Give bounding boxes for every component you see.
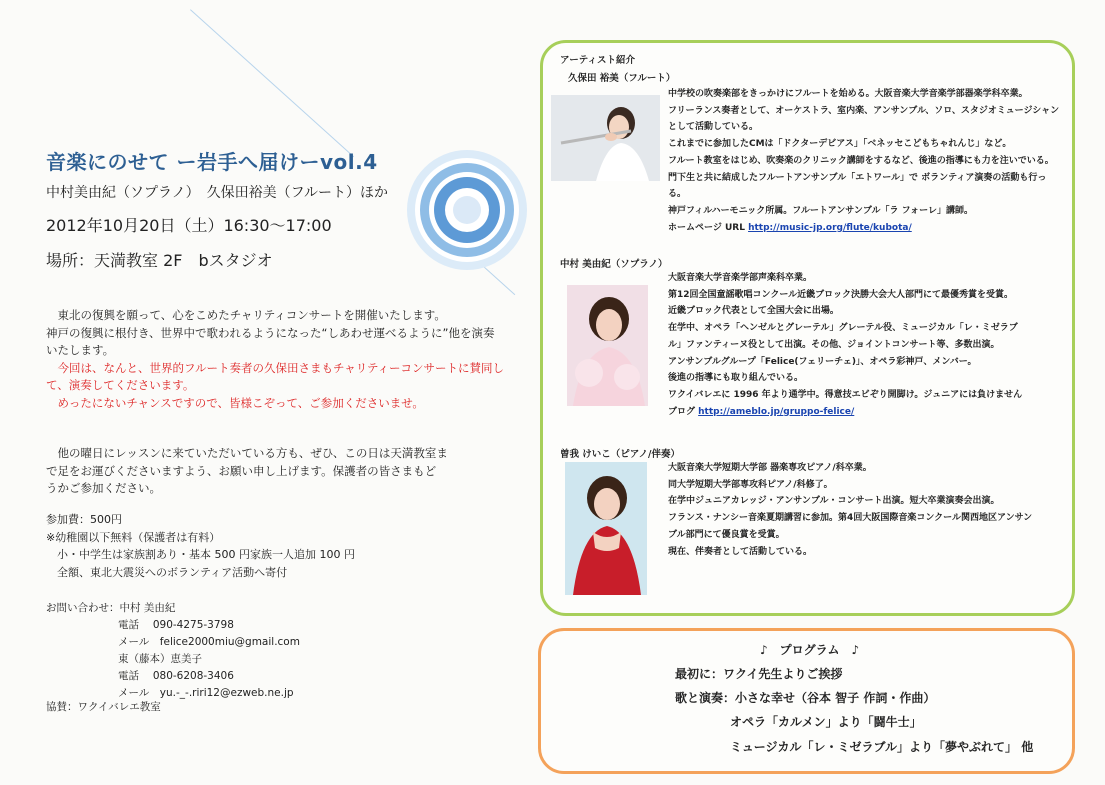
event-performers: 中村美由紀（ソプラノ） 久保田裕美（フルート）ほか (46, 185, 389, 201)
bio-line: 同大学短期大学部専攻科ピアノ/科修了。 (668, 479, 833, 490)
nakamura-bio (668, 270, 1022, 420)
fee-section (46, 511, 355, 581)
bio-line: 第12回全国童謡歌唱コンクール近畿ブロック決勝大会大人部門にて最優秀賞を受賞。 (668, 289, 1013, 300)
decorative-circles (405, 148, 530, 273)
bio-line: る。 (668, 189, 687, 200)
kubota-photo (551, 95, 660, 181)
bio-line: 後進の指導にも取り組んでいる。 (668, 373, 804, 384)
fee-line: 全額、東北大震災へのボランティア活動へ寄付 (46, 565, 288, 579)
intro-paragraph (46, 307, 511, 412)
bio-line: 神戸フィルハーモニック所属。フルートアンサンブル「ラ フォーレ」講師。 (668, 205, 973, 216)
nakamura-photo (567, 285, 648, 406)
bio-line: ル」ファンティーヌ役として出演。その他、ジョイントコンサート等、多数出演。 (668, 339, 1000, 350)
bio-line: フランス・ナンシー音楽夏期講習に参加。第4回大阪国際音楽コンクール関西地区アンサン (668, 513, 1033, 524)
bio-line: 在学中ジュニアカレッジ・アンサンブル・コンサート出演。短大卒業演奏会出演。 (668, 496, 1000, 507)
contact-label: お問い合わせ：中村 美由紀 (46, 602, 176, 614)
bio-line: これまでに参加したCMは「ドクターデビアス」「ベネッセこどもちゃれんじ」など。 (668, 139, 1012, 150)
program-item: ミュージカル「レ・ミゼラブル」より「夢やぶれて」 他 (730, 740, 1034, 754)
contact-mail: メール felice2000miu@gmail.com (118, 636, 300, 648)
bio-line: 大阪音楽大学短期大学部 器楽専攻ピアノ/科卒業。 (668, 463, 872, 473)
event-title: 音楽にのせて ー岩手へ届けーvol.4 (46, 150, 378, 174)
program-item: 歌と演奏：小さな幸せ（谷本 智子 作詞・作曲） (675, 691, 936, 705)
homepage-label: ホームページ URL (668, 222, 749, 233)
fee-line: 参加費：500円 (46, 513, 122, 526)
bio-line: フルート教室をはじめ、吹奏楽のクリニック講師をするなど、後進の指導にも力を注いでいる。 (668, 155, 1054, 166)
artist-name-kubota: 久保田 裕美（フルート） (568, 73, 676, 84)
artist-name-sone: 曽我 けいこ（ピアノ/伴奏） (560, 449, 681, 460)
fee-line: ※幼稚園以下無料（保護者は有料） (46, 530, 221, 544)
bio-line: アンサンブルグループ「Felice(フェリーチェ)」、オペラ彩神戸、メンバー。 (668, 356, 977, 367)
intro-highlight-line: 今回は、なんと、世界的フルート奏者の久保田さまもチャリティーコンサートに賛同し (46, 360, 505, 375)
bio-line: フリーランス奏者として、オーケストラ、室内楽、アンサンブル、ソロ、スタジオミュージシャン (668, 105, 1060, 116)
intro-highlight-line: めったにないチャンスですので、皆様こぞって、ご参加くださいませ。 (46, 395, 424, 410)
program-title: ♪ プログラム ♪ (760, 643, 860, 657)
bio-line: 在学中、オペラ「ヘンゼルとグレーテル」グレーテル役、ミュージカル「レ・ミゼラブ (668, 323, 1018, 334)
kubota-bio (668, 86, 1059, 236)
decorative-line (190, 9, 354, 157)
lesson-line: で足をお運びくださいますよう、お願い申し上げます。保護者の皆さまもど (46, 463, 437, 478)
lesson-line: 他の曜日にレッスンに来ていただいている方も、ぜひ、この日は天満教室ま (46, 446, 448, 460)
blog-link[interactable]: http://ameblo.jp/gruppo-felice/ (698, 406, 855, 417)
contact-mail: メール yu.-_-.riri12@ezweb.ne.jp (118, 687, 294, 699)
sponsor: 協賛：ワクイバレエ教室 (46, 701, 161, 713)
intro-line: 東北の復興を願って、心をこめたチャリティコンサートを開催いたします。 (46, 308, 446, 322)
program-item: オペラ「カルメン」より「闘牛士」 (730, 715, 922, 729)
artist-heading: アーティスト紹介 (560, 55, 635, 66)
contact-name: 東（藤本）恵美子 (118, 653, 202, 665)
contact-tel: 電話 080-6208-3406 (118, 670, 234, 682)
bio-line: 中学校の吹奏楽部をきっかけにフルートを始める。大阪音楽大学音楽学部器楽学科卒業。 (668, 89, 1028, 99)
sone-bio (668, 460, 1032, 560)
bio-line: ブル部門にて優良賞を受賞。 (668, 529, 785, 540)
bio-line: ワクイバレエに 1996 年より通学中。得意技エビぞり開脚け。ジュニアには負けません (668, 389, 1023, 400)
bio-line: 大阪音楽大学音楽学部声楽科卒業。 (668, 273, 813, 283)
blog-label: ブログ (668, 406, 699, 417)
program-item: 最初に：ワクイ先生よりご挨拶 (675, 667, 843, 681)
bio-line: 門下生と共に結成したフルートアンサンブル「エトワール」で ボランティア演奏の活動も行っ (668, 172, 1047, 183)
sone-photo (565, 462, 647, 595)
blog-line (668, 404, 1022, 421)
event-place: 場所：天満教室 2F bスタジオ (46, 251, 273, 270)
contact-tel: 電話 090-4275-3798 (118, 619, 234, 631)
event-date: 2012年10月20日（土）16:30～17:00 (46, 216, 332, 235)
bio-line: 近畿ブロック代表として全国大会に出場。 (668, 306, 839, 317)
fee-line: 小・中学生は家族割あり・基本 500 円家族一人追加 100 円 (46, 548, 355, 561)
lesson-line: うかご参加ください。 (46, 481, 161, 495)
artist-name-nakamura: 中村 美由紀（ソプラノ） (560, 259, 668, 270)
contact-section (46, 600, 300, 702)
lesson-paragraph (46, 445, 511, 498)
homepage-line (668, 220, 1059, 237)
intro-line: いたします。 (46, 343, 115, 357)
bio-line: として活動している。 (668, 122, 759, 133)
homepage-link[interactable]: http://music-jp.org/flute/kubota/ (748, 222, 912, 233)
intro-highlight-line: て、演奏してくださいます。 (46, 378, 195, 392)
intro-line: 神戸の復興に根付き、世界中で歌われるようになった“しあわせ運べるように”他を演奏 (46, 325, 495, 340)
bio-line: 現在、伴奏者として活動している。 (668, 546, 813, 557)
